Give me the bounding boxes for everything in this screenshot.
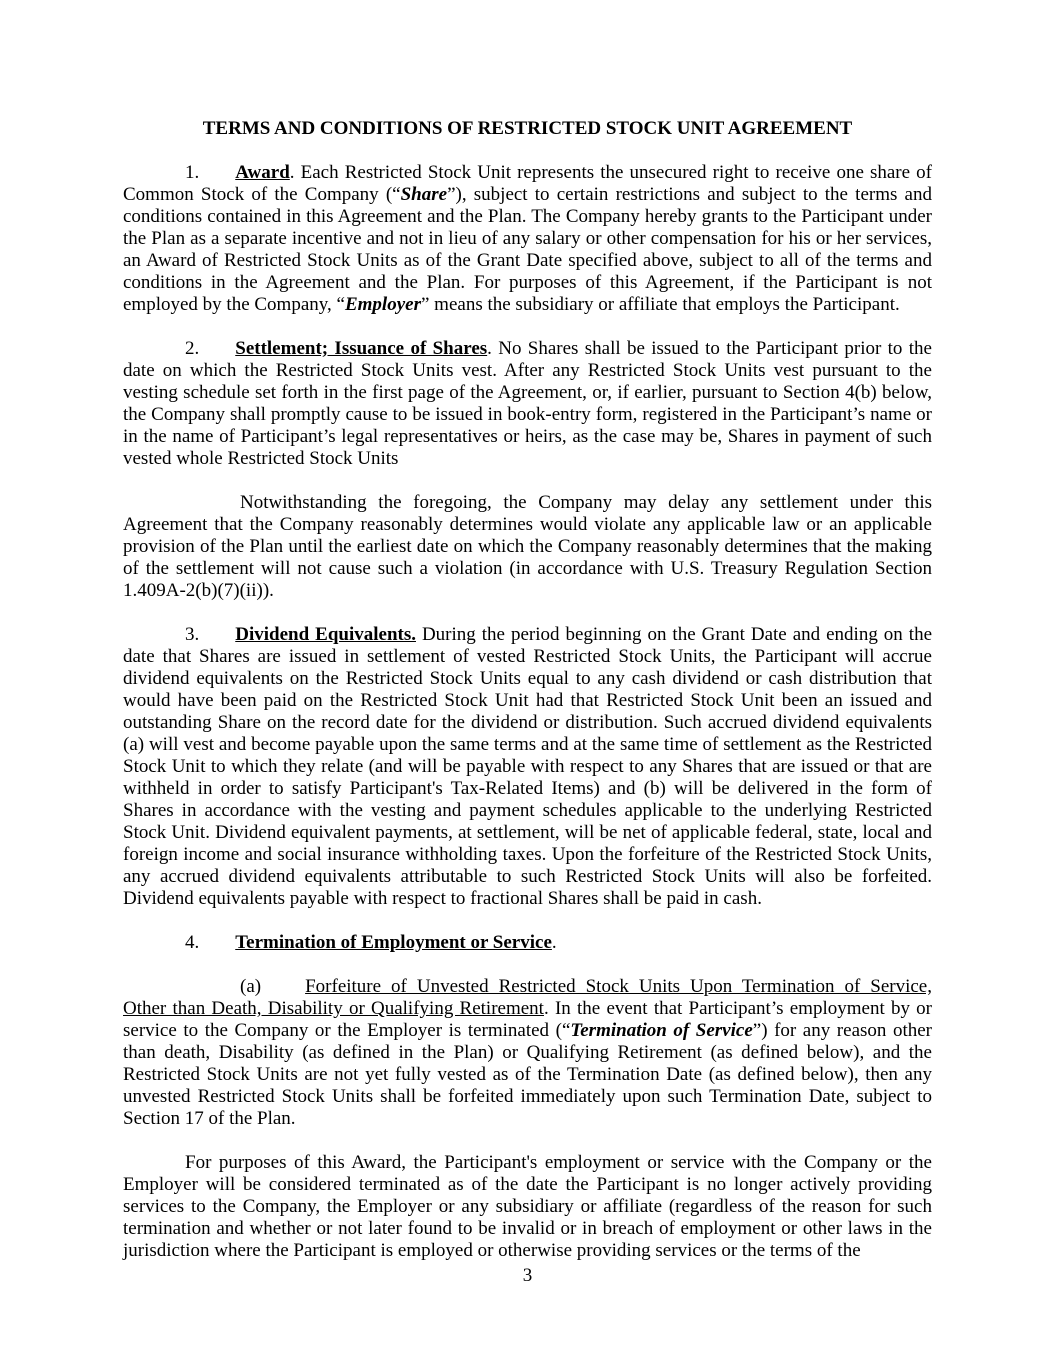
section-number-settlement: 2. [185,338,200,359]
section-heading-award: Award [235,162,290,183]
paragraph-termination [123,932,932,954]
body-text-forfeiture-1: . In the event that Participant’s employment by or service to the Company or the Employer is terminated (“ [123,998,933,1041]
body-text-dividend: During the period beginning on the Grant Date and ending on the date that Shares are issued in settlement of vested Restricted Stock Units, the Participant will accrue dividend equivalents on the Restricted Stock Units equal to any cash dividend or cash distribution that would have been paid on the Restricted Stock Unit had that Restricted Stock Unit been an issued and outstanding Share on the record date for the dividend or distribution. Such accrued dividend equivalents (a) will vest and become payable upon the same terms and at the same time of settlement as the Restricted Stock Unit to which they relate (and will be payable with respect to any Shares that are issued or that are withheld in order to satisfy Participant's Tax-Related Items) and (b) will be delivered in the form of Shares in accordance with the vesting and payment schedules applicable to the underlying Restricted Stock Unit. Dividend equivalent payments, at settlement, will be net of applicable federal, state, local and foreign income and social insurance withholding taxes. Upon the forfeiture of the Restricted Stock Units, any accrued dividend equivalents attributable to such Restricted Stock Units will also be forfeited. Dividend equivalents payable with respect to fractional Shares shall be paid in cash. [123,624,933,909]
body-text-deemed-termination: For purposes of this Award, the Participant's employment or service with the Company or the Employer will be considered terminated as of the date the Participant is no longer actively providing services to the Company, the Employer or any subsidiary or affiliate (regardless of the reason for such termination and whether or not later found to be invalid or in breach of employment or other laws in the jurisdiction where the Participant is employed or otherwise providing services or the terms of the [123,1152,932,1261]
paragraph-dividend [123,624,932,910]
body-text-award-3: ” means the subsidiary or affiliate that employs the Participant. [420,294,900,315]
paragraph-forfeiture [123,976,932,1130]
body-text-forfeiture-2: ”) for any reason other than death, Disability (as defined in the Plan) or Qualifying Retirement (as defined below), and the Restricted Stock Units are not yet fully vested as of the Termination Date (as defined below), then any unvested Restricted Stock Units shall be forfeited immediately upon such Termination Date, subject to Section 17 of the Plan. [123,1020,932,1129]
section-number-dividend: 3. [185,624,200,645]
paragraph-settlement [123,338,932,470]
body-text-settlement: . No Shares shall be issued to the Participant prior to the date on which the Restricted Stock Units vest. After any Restricted Stock Units vest pursuant to the vesting schedule set forth in the first page of the Agreement, or, if earlier, pursuant to Section 4(b) below, the Company shall promptly cause to be issued in book-entry form, registered in the Participant’s name or in the name of Participant’s legal representatives or heirs, as the case may be, Shares in payment of such vested whole Restricted Stock Units [123,338,932,469]
body-text-award-2: ”), subject to certain restrictions and subject to the terms and conditions contained in this Agreement and the Plan. The Company hereby grants to the Participant under the Plan as a separate incentive and not in lieu of any salary or other compensation for his or her services, an Award of Restricted Stock Units as of the Grant Date specified above, subject to all of the terms and conditions in the Agreement and the Plan. For purposes of this Agreement, if the Participant is not employed by the Company, “ [123,184,932,315]
paragraph-deemed-termination [123,1152,932,1262]
subsection-heading-forfeiture: Forfeiture of Unvested Restricted Stock Units Upon Termination of Service, Other than Death, Disability or Qualifying Retirement [123,976,932,1019]
subsection-letter-forfeiture: (a) [240,976,262,997]
defined-term-share: Share [400,184,448,205]
section-heading-termination: Termination of Employment or Service [235,932,552,953]
defined-term-employer: Employer [344,294,421,315]
body-text-award-1: . Each Restricted Stock Unit represents the unsecured right to receive one share of Common Stock of the Company (“ [123,162,932,205]
page-number: 3 [522,1265,533,1286]
defined-term-termination-of-service: Termination of Service [570,1020,753,1041]
body-text-settlement-delay: Notwithstanding the foregoing, the Company may delay any settlement under this Agreement that the Company reasonably determines would violate any applicable law or an applicable provision of the Plan until the earliest date on which the Company reasonably determines that the making of the settlement will not cause such a violation (in accordance with U.S. Treasury Regulation Section 1.409A-2(b)(7)(ii)). [123,492,932,601]
paragraph-settlement-delay [123,492,932,602]
section-number-award: 1. [185,162,200,183]
document-title: TERMS AND CONDITIONS OF RESTRICTED STOCK UNIT AGREEMENT [202,118,853,139]
section-number-termination: 4. [185,932,200,953]
section-heading-settlement: Settlement; Issuance of Shares [235,338,488,359]
paragraph-award [123,162,932,316]
body-text-termination: . [551,932,557,953]
section-heading-dividend: Dividend Equivalents. [235,624,416,645]
